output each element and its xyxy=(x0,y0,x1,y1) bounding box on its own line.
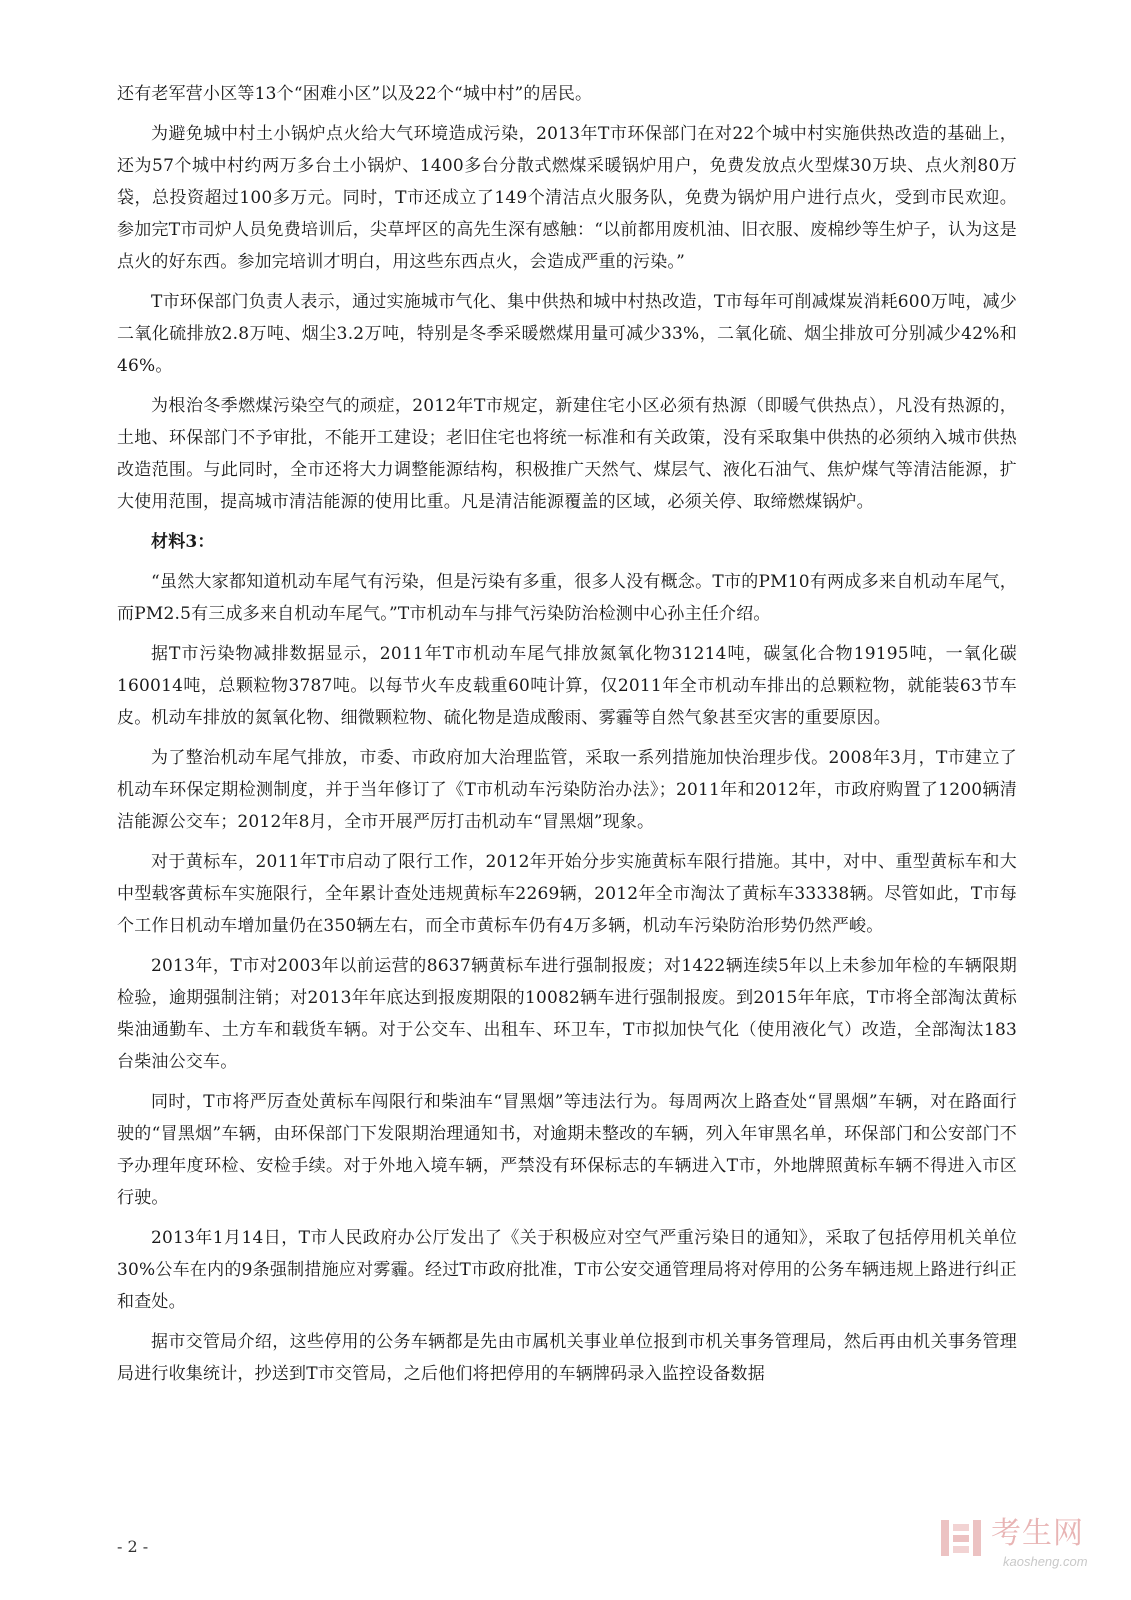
paragraph: 对于黄标车，2011年T市启动了限行工作，2012年开始分步实施黄标车限行措施。其中，对中、重型黄标车和大中型载客黄标车实施限行，全年累计查处违规黄标车2269辆，2012年全市淘汰了黄标车33338辆。尽管如此，T市每个工作日机动车增加量仍在350辆左右，而全市黄标车仍有4万多辆，机动车污染防治形势仍然严峻。 xyxy=(117,852,1017,936)
document-body xyxy=(117,78,1017,1398)
paragraph: 为了整治机动车尾气排放，市委、市政府加大治理监管，采取一系列措施加快治理步伐。2008年3月，T市建立了机动车环保定期检测制度，并于当年修订了《T市机动车污染防治办法》；2011年和2012年，市政府购置了1200辆清洁能源公交车；2012年8月，全市开展严厉打击机动车“冒黑烟”现象。 xyxy=(117,748,1017,832)
page-number: - 2 - xyxy=(117,1537,149,1556)
paragraph: 2013年1月14日，T市人民政府办公厅发出了《关于积极应对空气严重污染日的通知》，采取了包括停用机关单位30%公车在内的9条强制措施应对雾霾。经过T市政府批准，T市公安交通管理局将对停用的公务车辆违规上路进行纠正和查处。 xyxy=(117,1228,1017,1312)
watermark-url: kaosheng.com xyxy=(1003,1554,1088,1569)
paragraph: 2013年，T市对2003年以前运营的8637辆黄标车进行强制报废；对1422辆连续5年以上未参加年检的车辆限期检验，逾期强制注销；对2013年年底达到报废期限的10082辆车进行强制报废。到2015年年底，T市将全部淘汰黄标柴油通勤车、土方车和载货车辆。对于公交车、出租车、环卫车，T市拟加快气化（使用液化气）改造，全部淘汰183台柴油公交车。 xyxy=(117,956,1017,1072)
paragraph: 同时，T市将严厉查处黄标车闯限行和柴油车“冒黑烟”等违法行为。每周两次上路查处“冒黑烟”车辆，对在路面行驶的“冒黑烟”车辆，由环保部门下发限期治理通知书，对逾期未整改的车辆，列入年审黑名单，环保部门和公安部门不予办理年度环检、安检手续。对于外地入境车辆，严禁没有环保标志的车辆进入T市，外地牌照黄标车辆不得进入市区行驶。 xyxy=(117,1092,1017,1208)
section-heading: 材料3： xyxy=(151,532,215,552)
paragraph: 还有老军营小区等13个“困难小区”以及22个“城中村”的居民。 xyxy=(117,84,593,104)
paragraph: “虽然大家都知道机动车尾气有污染，但是污染有多重，很多人没有概念。T市的PM10有两成多来自机动车尾气，而PM2.5有三成多来自机动车尾气。”T市机动车与排气污染防治检测中心孙主任介绍。 xyxy=(117,572,1017,624)
paragraph: 为根治冬季燃煤污染空气的顽症，2012年T市规定，新建住宅小区必须有热源（即暖气供热点），凡没有热源的，土地、环保部门不予审批，不能开工建设；老旧住宅也将统一标准和有关政策，没有采取集中供热的必须纳入城市供热改造范围。与此同时，全市还将大力调整能源结构，积极推广天然气、煤层气、液化石油气、焦炉煤气等清洁能源，扩大使用范围，提高城市清洁能源的使用比重。凡是清洁能源覆盖的区域，必须关停、取缔燃煤锅炉。 xyxy=(117,396,1017,512)
watermark xyxy=(939,1514,1109,1578)
paragraph: 据市交管局介绍，这些停用的公务车辆都是先由市属机关事业单位报到市机关事务管理局，然后再由机关事务管理局进行收集统计，抄送到T市交管局，之后他们将把停用的车辆牌码录入监控设备数据 xyxy=(117,1332,1017,1384)
paragraph: 为避免城中村土小锅炉点火给大气环境造成污染，2013年T市环保部门在对22个城中村实施供热改造的基础上，还为57个城中村约两万多台土小锅炉、1400多台分散式燃煤采暖锅炉用户，免费发放点火型煤30万块、点火剂80万袋，总投资超过100多万元。同时，T市还成立了149个清洁点火服务队，免费为锅炉用户进行点火，受到市民欢迎。参加完T市司炉人员免费培训后，尖草坪区的高先生深有感触：“以前都用废机油、旧衣服、废棉纱等生炉子，认为这是点火的好东西。参加完培训才明白，用这些东西点火，会造成严重的污染。” xyxy=(117,124,1017,272)
paragraph: 据T市污染物减排数据显示，2011年T市机动车尾气排放氮氧化物31214吨，碳氢化合物19195吨，一氧化碳160014吨，总颗粒物3787吨。以每节火车皮载重60吨计算，仅2011年全市机动车排出的总颗粒物，就能装63节车皮。机动车排放的氮氧化物、细微颗粒物、硫化物是造成酸雨、雾霾等自然气象甚至灾害的重要原因。 xyxy=(117,644,1017,728)
paragraph: T市环保部门负责人表示，通过实施城市气化、集中供热和城中村热改造，T市每年可削减煤炭消耗600万吨，减少二氧化硫排放2.8万吨、烟尘3.2万吨，特别是冬季采暖燃煤用量可减少33%，二氧化硫、烟尘排放可分别减少42%和46%。 xyxy=(117,292,1017,376)
kaosheng-logo-icon xyxy=(939,1516,983,1560)
watermark-name: 考生网 xyxy=(991,1516,1084,1551)
